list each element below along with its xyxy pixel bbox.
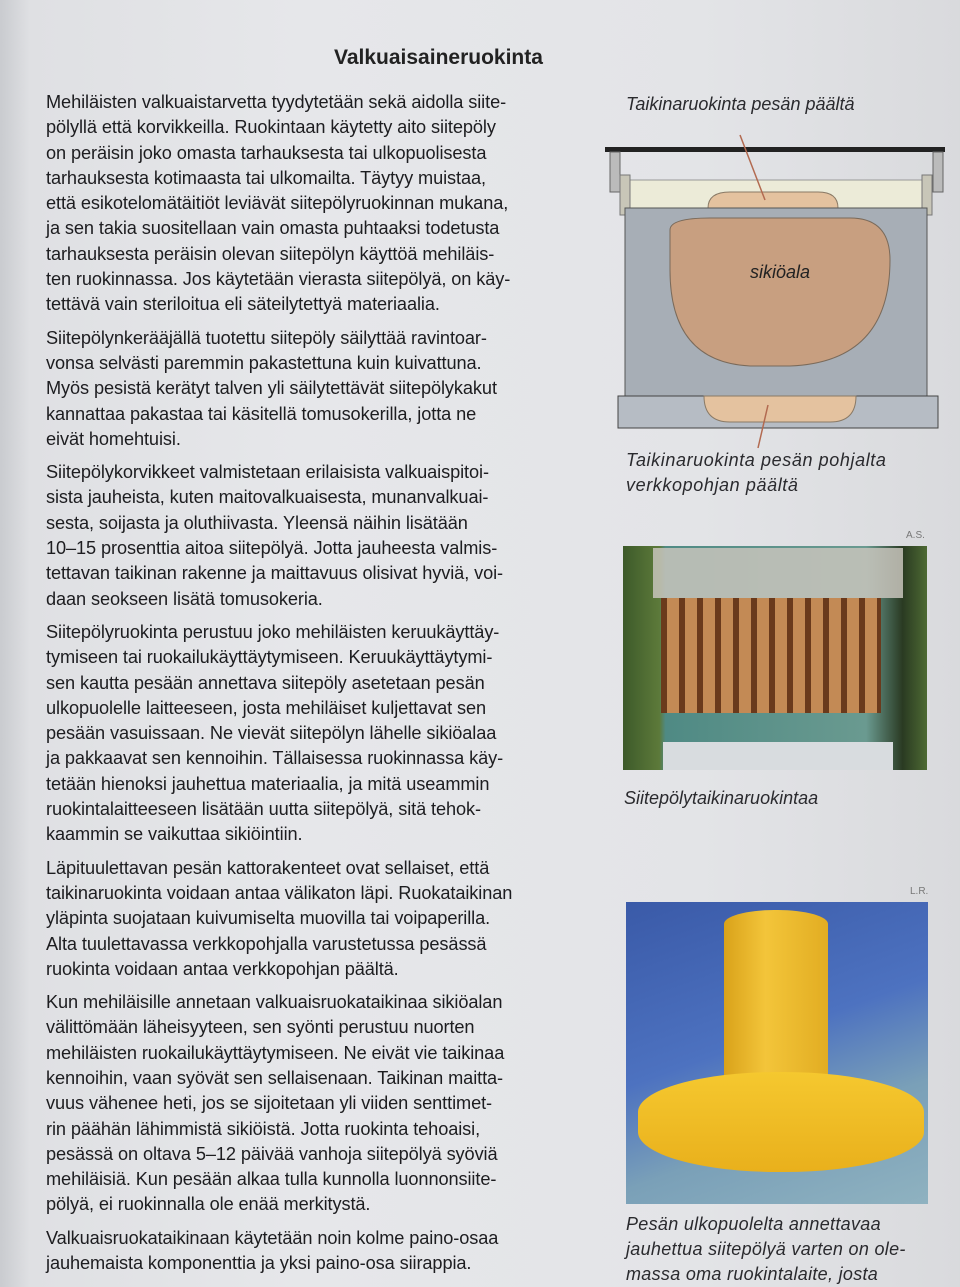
photo1-caption: Siitepölytaikinaruokintaa [624, 788, 819, 808]
caption-line: Pesän ulkopuolelta annettavaa [626, 1214, 881, 1234]
text-line: tettavan taikinan rakenne ja maittavuus olisivat hyviä, voi- [46, 563, 504, 584]
text-line: tarhauksesta kotimaasta tai ulkomailta. Täytyy muistaa, [46, 167, 486, 188]
bottom-dough-patty [704, 396, 856, 422]
text-line: tettävä vain steriloitua eli säteilytettyä materiaalia. [46, 294, 440, 315]
text-line: mehiläisten ruokailukäyttäytymiseen. Ne eivät vie taikinaa [46, 1042, 505, 1063]
text-line: Myös pesistä kerätyt talven yli säilytettävät siitepölykakut [46, 378, 497, 399]
hive-feeding-diagram [600, 130, 950, 450]
text-line: tetään hienoksi jauhettua materiaalia, ja mitä useammin [46, 773, 490, 794]
text-line: ja sen takia suositellaan vain omasta puhtaaksi todetusta [46, 218, 500, 239]
brood-label: sikiöala [749, 262, 811, 282]
paragraph [46, 326, 586, 452]
text-line: että esikotelomätäitiöt leviävät siitepölyruokinnan mukana, [46, 193, 509, 214]
photo-pollen-feeder [626, 902, 928, 1204]
section-heading: Valkuaisaineruokinta [334, 46, 543, 69]
text-line: rin päähän lähimmistä sikiöistä. Jotta ruokinta tehoaisi, [46, 1118, 481, 1139]
paragraph [46, 460, 586, 612]
text-line: 10–15 prosenttia aitoa siitepölyä. Jotta jauheesta valmis- [46, 538, 498, 559]
text-line: sen kautta pesään annettava siitepöly asetetaan pesän [46, 672, 485, 693]
text-line: Läpituulettavan pesän kattorakenteet ovat sellaiset, että [46, 857, 490, 878]
text-line: ruokinta voidaan antaa verkkopohjan päältä. [46, 958, 399, 979]
text-line: kaammin se vaikuttaa sikiöintiin. [46, 824, 303, 845]
paragraph [46, 856, 586, 982]
photo2-caption [626, 1212, 906, 1287]
photo-credit: L.R. [910, 886, 929, 897]
text-line: kennoihin, vaan syövät sen sellaisenaan. Taikinan maitta- [46, 1067, 504, 1088]
paragraph [46, 990, 586, 1218]
diagram-bottom-caption [626, 448, 887, 498]
text-line: jauhemaista komponenttia ja yksi paino-osa siirappia. [46, 1253, 472, 1274]
paragraph [46, 620, 586, 848]
text-line: sista jauheista, kuten maitovalkuaisesta, munanvalkuai- [46, 487, 489, 508]
text-line: vonsa selvästi paremmin pakastettuna kuin kuivattuna. [46, 352, 482, 373]
caption-line: jauhettua siitepölyä varten on ole- [626, 1239, 906, 1259]
text-line: on peräisin joko omasta tarhauksesta tai ulkopuolisesta [46, 142, 487, 163]
caption-line: verkkopohjan päältä [626, 475, 799, 495]
hive-lid [605, 147, 945, 152]
text-line: Siitepölynkerääjällä tuotettu siitepöly säilyttää ravintoar- [46, 327, 487, 348]
text-line: pölyllä että korvikkeilla. Ruokintaan käytetty aito siitepöly [46, 117, 496, 138]
text-line: välittömään läheisyyteen, sen syönti perustuu nuorten [46, 1017, 475, 1038]
photo-hive-pollen-feeding [623, 546, 927, 770]
paragraph [46, 1226, 586, 1277]
diagram-top-caption: Taikinaruokinta pesän päältä [626, 94, 855, 114]
text-line: Siitepölyruokinta perustuu joko mehiläisten keruukäyttäy- [46, 621, 500, 642]
text-line: pesässä on oltava 5–12 päivää vanhoja siitepölyä syöviä [46, 1143, 498, 1164]
text-line: Valkuaisruokataikinaan käytetään noin kolme paino-osaa [46, 1227, 499, 1248]
text-line: Alta tuulettavassa verkkopohjalla varustetussa pesässä [46, 933, 487, 954]
brood-area [670, 218, 890, 366]
text-line: Siitepölykorvikkeet valmistetaan erilaisista valkuaispitoi- [46, 462, 489, 483]
text-line: mehiläisiä. Kun pesään alkaa tulla kunnolla luonnonsiite- [46, 1169, 497, 1190]
text-line: ten ruokinnassa. Jos käytetään vierasta siitepölyä, on käy- [46, 269, 511, 290]
top-dough-patty [708, 192, 838, 208]
text-line: pesään vasuissaan. Ne vievät siitepölyn lähelle sikiöalaa [46, 723, 497, 744]
paragraph [46, 90, 586, 318]
text-line: taikinaruokinta voidaan antaa välikaton läpi. Ruokataikinan [46, 882, 513, 903]
text-line: Kun mehiläisille annetaan valkuaisruokataikinaa sikiöalan [46, 992, 503, 1013]
text-line: yläpinta suojataan kuivumiselta muovilla tai voipaperilla. [46, 908, 491, 929]
caption-line: massa oma ruokintalaite, josta [626, 1264, 879, 1284]
body-text [46, 90, 586, 1284]
text-line: tymiseen tai ruokailukäyttäytymiseen. Keruukäyttäytymi- [46, 647, 493, 668]
text-line: daan seokseen lisätä tomusokeria. [46, 588, 323, 609]
text-line: vuus vähenee heti, jos se sijoitetaan yli viiden senttimet- [46, 1093, 492, 1114]
caption-line: Taikinaruokinta pesän pohjalta [626, 450, 887, 470]
text-line: ruokintalaitteeseen lisätään uutta siitepölyä, sitä tehok- [46, 799, 482, 820]
text-line: sesta, soijasta ja oluthiivasta. Yleensä näihin lisätään [46, 512, 468, 533]
text-line: eivät homehtuisi. [46, 428, 181, 449]
photo-credit: A.S. [906, 530, 925, 541]
text-line: ulkopuolelle laitteeseen, josta mehiläiset kuljettavat sen [46, 697, 487, 718]
text-line: pölyä, ei ruokinnalla ole enää merkitystä. [46, 1194, 371, 1215]
text-line: ja pakkaavat sen kennoihin. Tällaisessa ruokinnassa käy- [46, 748, 504, 769]
text-line: kannattaa pakastaa tai käsitellä tomusokerilla, jotta ne [46, 403, 477, 424]
text-line: Mehiläisten valkuaistarvetta tyydytetään sekä aidolla siite- [46, 92, 507, 112]
text-line: tarhauksesta peräisin olevan siitepölyn käyttöä mehiläis- [46, 243, 495, 264]
